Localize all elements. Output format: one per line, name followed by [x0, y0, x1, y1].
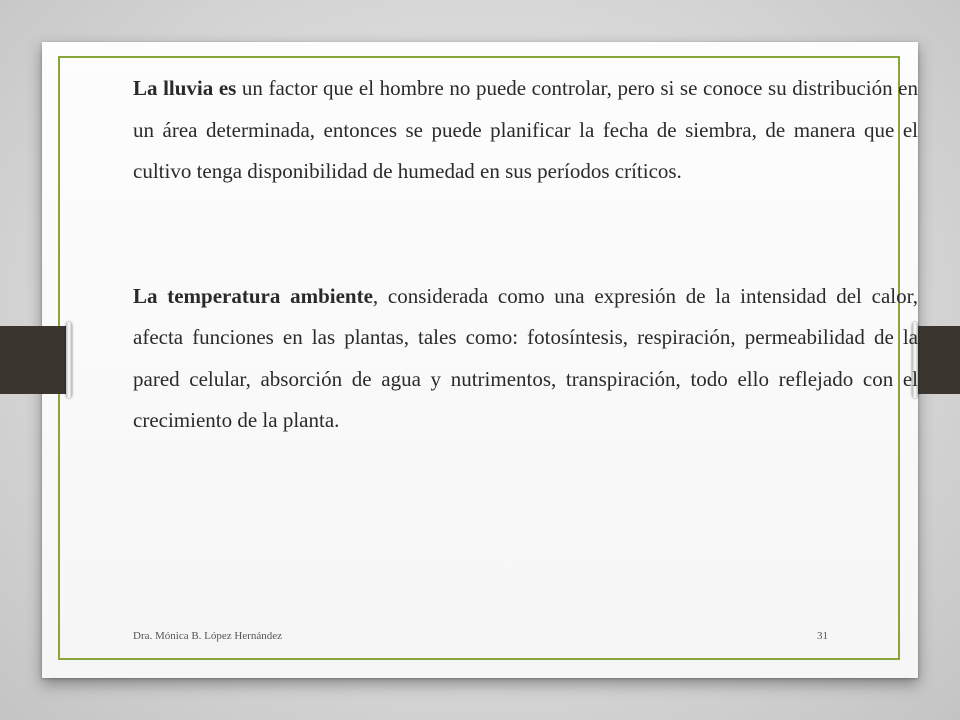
footer-author: Dra. Mónica B. López Hernández	[133, 630, 283, 642]
right-binder-tab	[912, 326, 960, 394]
left-binder-tab	[0, 326, 72, 394]
page-number: 31	[817, 630, 828, 642]
paragraph-lead: La lluvia es	[133, 76, 237, 100]
left-binder-ring	[66, 322, 72, 398]
slide-body	[133, 68, 918, 442]
paragraph-text: , considerada como una expresión de la intensidad del calor, afecta funciones en las plantas, tales como: fotosíntesis, respiración, permeabilidad de la pared celular, absorción de agua y nutrimentos, transpiración, todo ello reflejado con el crecimiento de la planta.	[133, 283, 918, 432]
paragraph-lead: La temperatura ambiente	[133, 283, 373, 308]
paragraph-temperatura	[133, 276, 918, 442]
paragraph-text: un factor que el hombre no puede controlar, pero si se conoce su distribución en un área determinada, entonces se puede planificar la fecha de siembra, de manera que el cultivo tenga disponibilidad de humedad en sus períodos críticos.	[133, 76, 919, 183]
paragraph-lluvia	[133, 68, 918, 193]
